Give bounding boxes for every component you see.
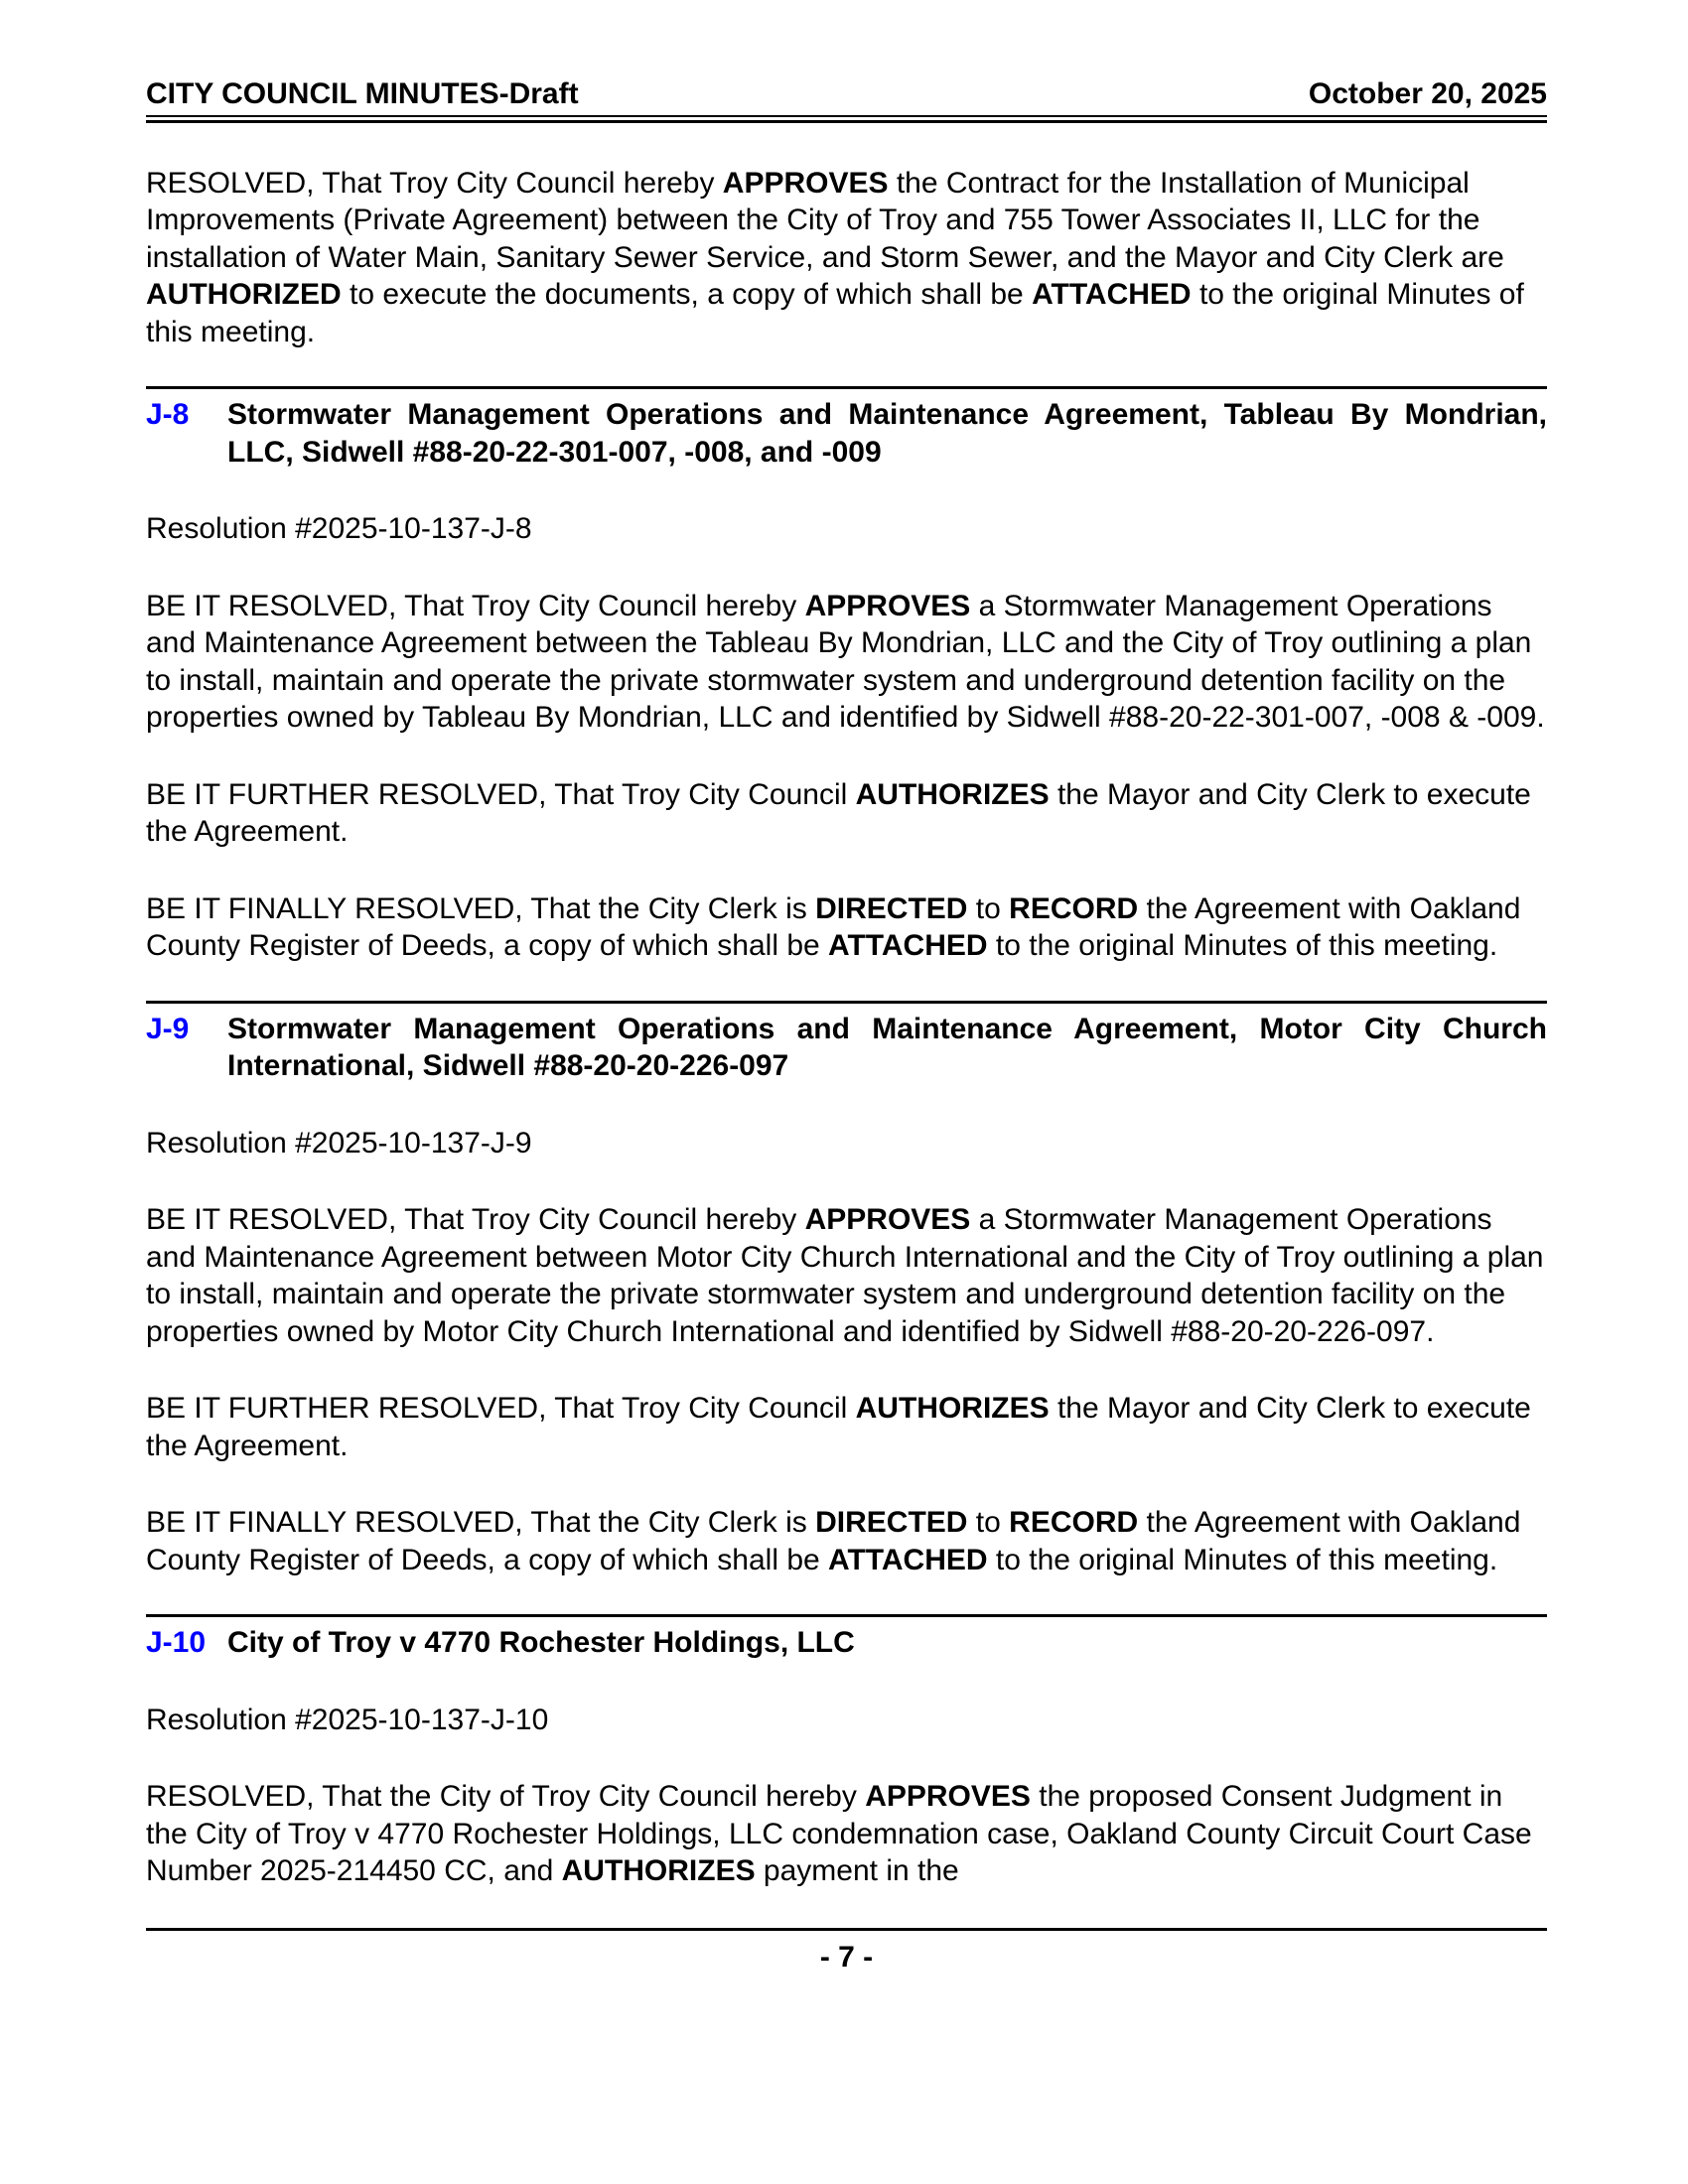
- text-run: BE IT FURTHER RESOLVED, That Troy City Council: [146, 1392, 856, 1425]
- section-divider-j-9: [146, 1001, 1547, 1004]
- paragraph-j-8-1: [146, 588, 1547, 737]
- section-title-j-8: Stormwater Management Operations and Maintenance Agreement, Tableau By Mondrian, LLC, Sidwell #88-20-22-301-007, -008, and -009: [227, 398, 1547, 469]
- resolution-number-j-9: Resolution #2025-10-137-J-9: [146, 1126, 532, 1160]
- bold-keyword: RECORD: [1009, 891, 1139, 925]
- text-run: a Stormwater Management Operations and Maintenance Agreement between Motor City Church International and the City of Troy outlining a plan to install, maintain and operate the private stormwater system and underground detention facility on the properties owned by Motor City Church International and identified by Sidwell #88-20-20-226-097.: [146, 1203, 1544, 1348]
- paragraph-j-10-1: [146, 1778, 1547, 1890]
- text-run: to the original Minutes of this meeting.: [987, 1543, 1498, 1576]
- footer-rule: [146, 1928, 1547, 1931]
- text-run: the Agreement with Oakland County Register of Deeds, a copy of which shall be: [146, 1506, 1521, 1576]
- section-label-j-9: J-9: [146, 1012, 190, 1045]
- bold-keyword: ATTACHED: [828, 929, 988, 962]
- text-run: BE IT FINALLY RESOLVED, That the City Clerk is: [146, 1506, 816, 1539]
- document-body: [146, 165, 1547, 1890]
- document-title: CITY COUNCIL MINUTES-Draft: [146, 77, 579, 110]
- text-run: to execute the documents, a copy of which shall be: [341, 278, 1033, 311]
- bold-keyword: DIRECTED: [815, 891, 968, 925]
- section-divider-j-10: [146, 1614, 1547, 1617]
- text-run: the Mayor and City Clerk to execute the Agreement.: [146, 1392, 1531, 1462]
- text-run: to: [967, 1506, 1010, 1539]
- bold-keyword: DIRECTED: [815, 1506, 968, 1539]
- intro-paragraph: [146, 165, 1547, 351]
- section-title-j-9: Stormwater Management Operations and Maintenance Agreement, Motor City Church International, Sidwell #88-20-20-226-097: [227, 1012, 1547, 1082]
- paragraph-j-8-2: [146, 776, 1547, 851]
- text-run: payment in the: [755, 1854, 959, 1887]
- bold-keyword: RECORD: [1009, 1506, 1139, 1539]
- text-run: RESOLVED, That the City of Troy City Council hereby: [146, 1780, 866, 1813]
- text-run: BE IT FINALLY RESOLVED, That the City Clerk is: [146, 891, 816, 925]
- text-run: RESOLVED, That Troy City Council hereby: [146, 166, 723, 200]
- text-run: BE IT FURTHER RESOLVED, That Troy City Council: [146, 777, 856, 811]
- text-run: to: [967, 891, 1010, 925]
- paragraph-j-9-3: [146, 1504, 1547, 1578]
- bold-keyword: AUTHORIZES: [561, 1854, 756, 1887]
- section-heading-j-8: [146, 396, 1547, 471]
- page-number: - 7 -: [819, 1940, 874, 1974]
- bold-keyword: APPROVES: [804, 1203, 971, 1236]
- text-run: the proposed Consent Judgment in the City of Troy v 4770 Rochester Holdings, LLC condemnation case, Oakland County Circuit Court Case Number 2025-214450 CC, and: [146, 1780, 1532, 1887]
- text-run: the Mayor and City Clerk to execute the Agreement.: [146, 777, 1531, 848]
- text-run: to the original Minutes of this meeting.: [987, 929, 1498, 962]
- bold-keyword: AUTHORIZED: [146, 278, 342, 311]
- text-run: to the original Minutes of this meeting.: [146, 278, 1524, 348]
- bold-keyword: APPROVES: [865, 1780, 1031, 1813]
- section-label-j-8: J-8: [146, 398, 190, 431]
- section-heading-j-9: [146, 1011, 1547, 1085]
- bold-keyword: APPROVES: [804, 589, 971, 622]
- section-title-j-10: City of Troy v 4770 Rochester Holdings, LLC: [227, 1626, 855, 1659]
- text-run: BE IT RESOLVED, That Troy City Council hereby: [146, 1203, 805, 1236]
- resolution-number-j-10: Resolution #2025-10-137-J-10: [146, 1703, 549, 1736]
- resolution-number-j-8: Resolution #2025-10-137-J-8: [146, 512, 532, 545]
- bold-keyword: ATTACHED: [1032, 278, 1192, 311]
- paragraph-j-9-1: [146, 1201, 1547, 1350]
- paragraph-j-8-3: [146, 890, 1547, 965]
- bold-keyword: ATTACHED: [828, 1543, 988, 1576]
- text-run: BE IT RESOLVED, That Troy City Council hereby: [146, 589, 805, 622]
- bold-keyword: APPROVES: [722, 166, 889, 200]
- text-run: the Agreement with Oakland County Register of Deeds, a copy of which shall be: [146, 891, 1521, 962]
- text-run: the Contract for the Installation of Municipal Improvements (Private Agreement) between the City of Troy and 755 Tower Associates II, LLC for the installation of Water Main, Sanitary Sewer Service, and Storm Sewer, and the Mayor and City Clerk are: [146, 166, 1504, 274]
- section-divider-j-8: [146, 386, 1547, 389]
- section-label-j-10: J-10: [146, 1626, 207, 1659]
- sections-container: [146, 386, 1547, 1890]
- bold-keyword: AUTHORIZES: [855, 777, 1050, 811]
- page-header-row: [146, 75, 1547, 117]
- bold-keyword: AUTHORIZES: [855, 1392, 1050, 1425]
- paragraph-j-9-2: [146, 1390, 1547, 1464]
- text-run: a Stormwater Management Operations and Maintenance Agreement between the Tableau By Mondrian, LLC and the City of Troy outlining a plan to install, maintain and operate the private stormwater system and underground detention facility on the properties owned by Tableau By Mondrian, LLC and identified by Sidwell #88-20-22-301-007, -008 & -009.: [146, 589, 1545, 734]
- page-header: [146, 75, 1547, 123]
- section-heading-j-10: [146, 1624, 1547, 1662]
- document-date: October 20, 2025: [1308, 77, 1547, 110]
